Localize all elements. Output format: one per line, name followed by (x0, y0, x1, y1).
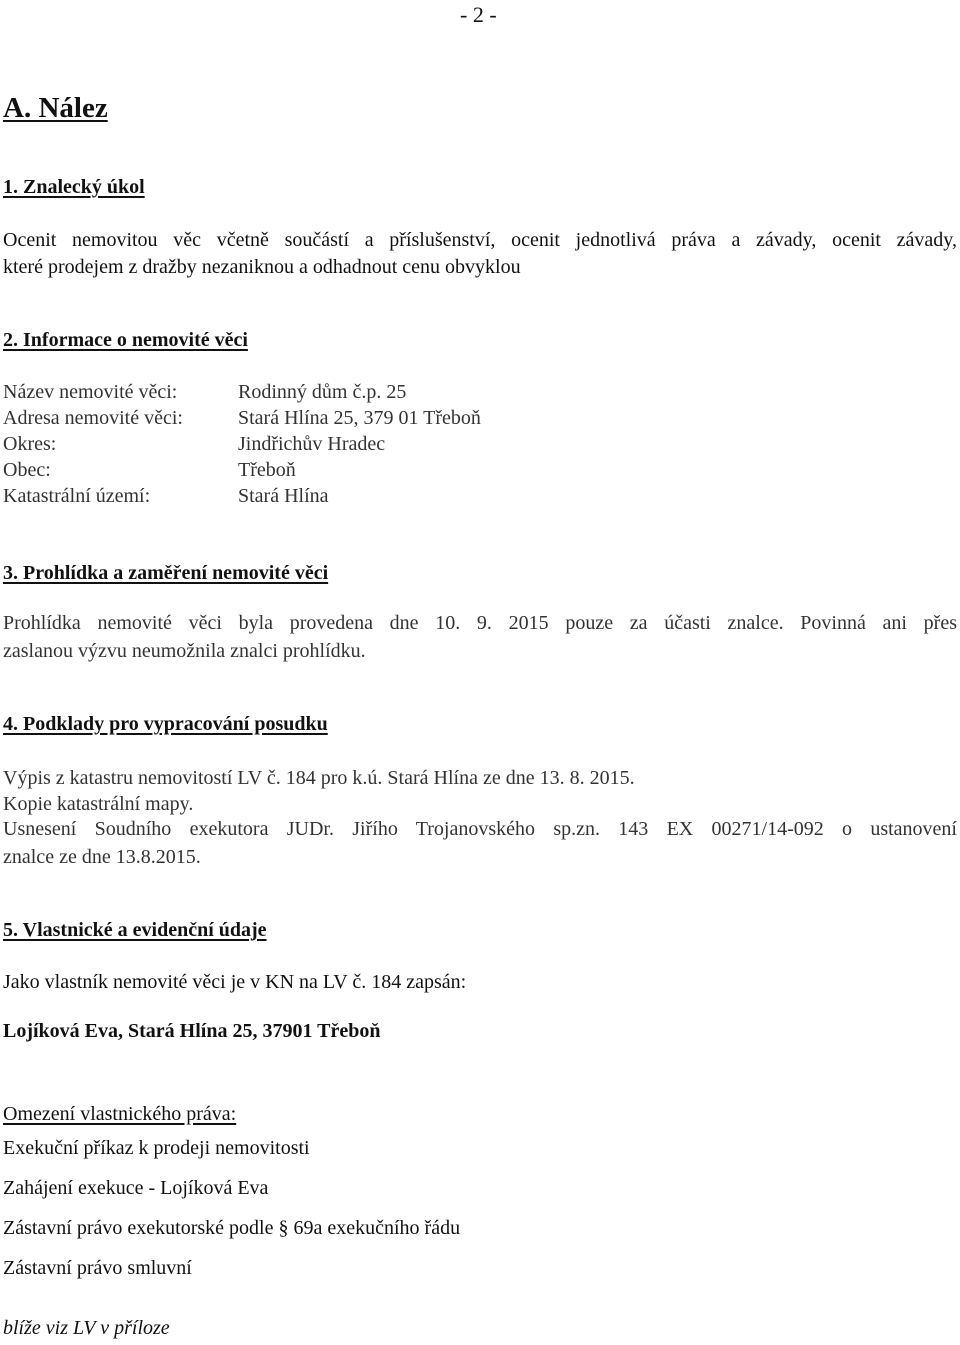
sources-line-1: Výpis z katastru nemovitostí LV č. 184 pro k.ú. Stará Hlína ze dne 13. 8. 2015. (3, 767, 635, 789)
restrictions-title: Omezení vlastnického práva: (3, 1103, 237, 1125)
restriction-item: Zahájení exekuce - Lojíková Eva (3, 1177, 269, 1199)
section-heading-sources: 4. Podklady pro vypracování posudku (3, 713, 328, 735)
restriction-item: Exekuční příkaz k prodeji nemovitosti (3, 1137, 310, 1159)
sources-line-3: Usnesení Soudního exekutora JUDr. Jiřího Trojanovského sp.zn. 143 EX 00271/14-092 o ustanovení (3, 818, 957, 840)
task-text-line-2: které prodejem z dražby nezaniknou a odhadnout cenu obvyklou (3, 256, 521, 278)
info-label-cadastral-area: Katastrální území: (3, 485, 151, 507)
info-value-address: Stará Hlína 25, 379 01 Třeboň (238, 407, 481, 429)
info-value-municipality: Třeboň (238, 459, 296, 481)
page-number: - 2 - (460, 2, 497, 27)
ownership-intro: Jako vlastník nemovité věci je v KN na LV č. 184 zapsán: (3, 971, 467, 993)
restriction-item: Zástavní právo exekutorské podle § 69a exekučního řádu (3, 1217, 461, 1239)
info-value-name: Rodinný dům č.p. 25 (238, 381, 407, 403)
part-heading: A. Nález (3, 92, 108, 124)
section-heading-task: 1. Znalecký úkol (3, 176, 145, 198)
info-value-district: Jindřichův Hradec (238, 433, 386, 455)
info-label-district: Okres: (3, 433, 57, 455)
info-label-address: Adresa nemovité věci: (3, 407, 183, 429)
see-attachment-note: blíže viz LV v příloze (3, 1317, 170, 1339)
restriction-item: Zástavní právo smluvní (3, 1257, 192, 1279)
info-value-cadastral-area: Stará Hlína (238, 485, 329, 507)
inspection-text-line-1: Prohlídka nemovité věci byla provedena dne 10. 9. 2015 pouze za účasti znalce. Povinná ani přes (3, 612, 957, 634)
owner-name: Lojíková Eva, Stará Hlína 25, 37901 Třeboň (3, 1020, 381, 1042)
inspection-text-line-2: zaslanou výzvu neumožnila znalci prohlídku. (3, 640, 366, 662)
section-heading-inspection: 3. Prohlídka a zaměření nemovité věci (3, 562, 329, 584)
section-heading-property-info: 2. Informace o nemovité věci (3, 329, 248, 351)
sources-line-2: Kopie katastrální mapy. (3, 793, 194, 815)
info-label-name: Název nemovité věci: (3, 381, 178, 403)
task-text-line-1: Ocenit nemovitou věc včetně součástí a příslušenství, ocenit jednotlivá práva a závady, ocenit závady, (3, 229, 957, 251)
info-label-municipality: Obec: (3, 459, 51, 481)
sources-line-4: znalce ze dne 13.8.2015. (3, 846, 201, 868)
section-heading-ownership: 5. Vlastnické a evidenční údaje (3, 919, 267, 941)
